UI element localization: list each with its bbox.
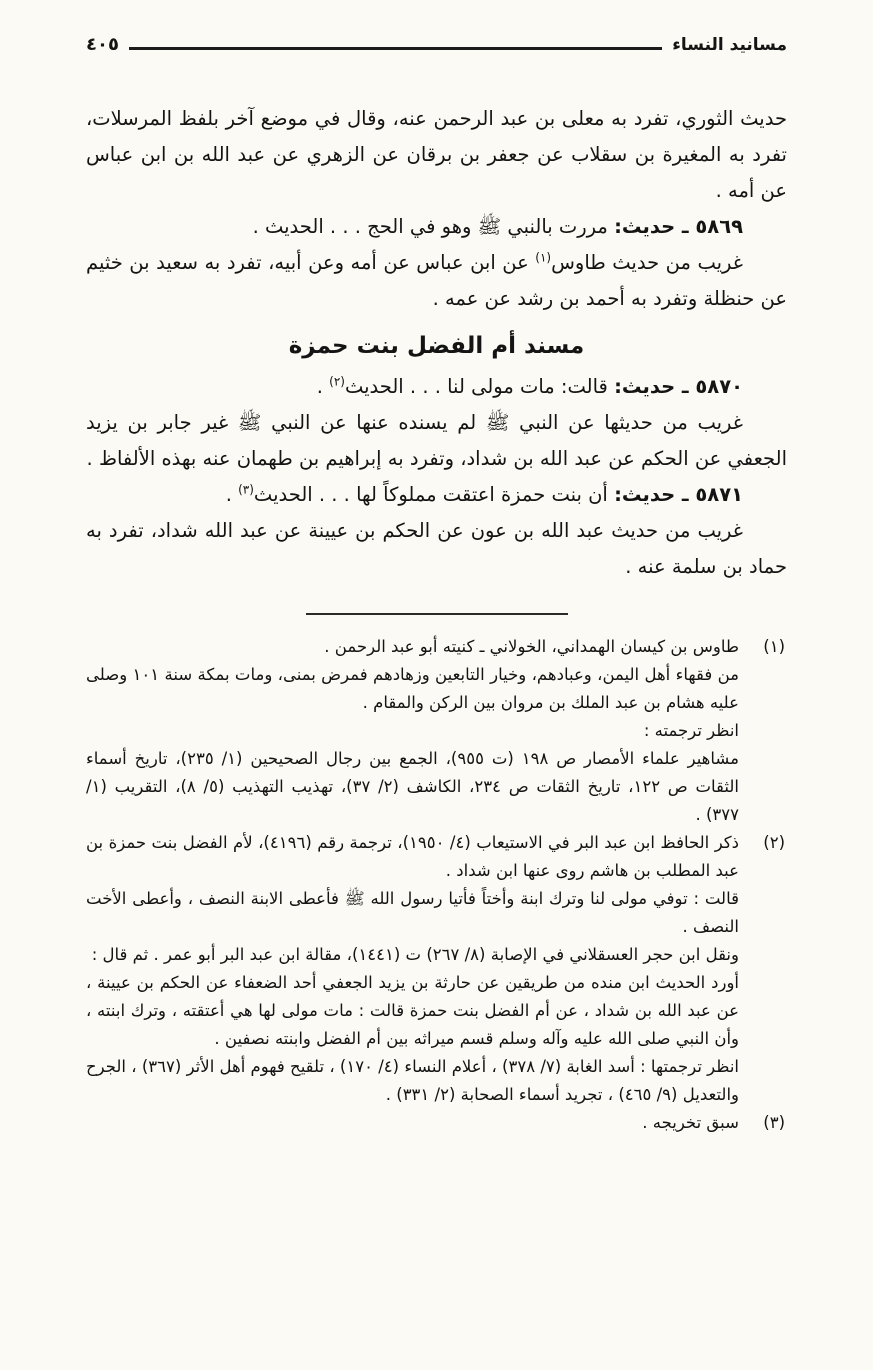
hadith-text: قالت: مات مولى لنا . . . الحديث xyxy=(344,375,615,398)
footnote-separator xyxy=(306,613,568,615)
footnote-ref-2: (٢) xyxy=(329,374,345,389)
hadith-number: ٥٨٧٠ ـ حديث: xyxy=(614,375,743,398)
footnote-ref-1: (١) xyxy=(535,250,552,265)
footnotes-section xyxy=(86,613,787,1137)
hadith-entry-5871 xyxy=(86,477,787,513)
hadith-number: ٥٨٧١ ـ حديث: xyxy=(614,483,743,506)
paragraph: غريب من حديث عبد الله بن عون عن الحكم بن عيينة عن عبد الله شداد، تفرد به حماد بن سلمة عنه . xyxy=(86,519,787,578)
footnote-paragraph: مشاهير علماء الأمصار ص ١٩٨ (ت ٩٥٥)، الجمع بين رجال الصحيحين (١/ ٢٣٥)، تاريخ أسماء الثقات ص ١٢٢، تاريخ الثقات ص ٢٣٤، الكاشف (٢/ ٣٧)، تهذيب التهذيب (٥/ ٨)، التقريب (١/ ٣٧٧) . xyxy=(86,749,739,824)
footnote-paragraph: قالت : توفي مولى لنا وترك ابنة وأختاً فأتيا رسول الله ﷺ فأعطى الابنة النصف ، وأعطى الأخت النصف . xyxy=(86,889,739,936)
section-heading: مسند أم الفضل بنت حمزة xyxy=(288,333,585,359)
hadith-entry-5869 xyxy=(86,209,787,245)
paragraph: حديث الثوري، تفرد به معلى بن عبد الرحمن عنه، وقال في موضع آخر بلفظ المرسلات، تفرد به المغيرة بن سقلاب عن جعفر بن برقان عن الزهري عن عبد الله بن ابن عباس عن أمه . xyxy=(86,107,787,202)
footnote-marker: (٣) xyxy=(763,1113,785,1132)
paragraph-text: غريب من حديث طاوس xyxy=(551,251,743,274)
footnote-2 xyxy=(86,829,787,1109)
hadith-text: . xyxy=(316,375,330,398)
hadith-text: مررت بالنبي ﷺ وهو في الحج . . . الحديث . xyxy=(252,215,615,238)
footnote-paragraph: انظر ترجمتها : أسد الغابة (٧/ ٣٧٨) ، أعلام النساء (٤/ ١٧٠) ، تلقيح فهوم أهل الأثر (٣٦٧) ، الجرح والتعديل (٩/ ٤٦٥) ، تجريد أسماء الصحابة (٢/ ٣٣١) . xyxy=(86,1057,740,1104)
footnote-paragraph: من فقهاء أهل اليمن، وعبادهم، وخيار التابعين وزهادهم فمرض بمنى، ومات بمكة سنة ١٠١ وصلى عليه هشام بن عبد الملك بن مروان بين الركن والمقام . xyxy=(86,665,739,712)
main-text xyxy=(86,101,787,585)
footnote-marker: (٢) xyxy=(763,833,785,852)
footnote-paragraph: سبق تخريجه . xyxy=(642,1113,739,1132)
page-header xyxy=(86,34,787,55)
footnote-3 xyxy=(86,1109,787,1137)
hadith-text: . xyxy=(225,483,239,506)
footnote-marker: (١) xyxy=(763,637,785,656)
book-title: مسانيد النساء xyxy=(672,35,787,55)
paragraph xyxy=(86,245,787,317)
footnote-paragraph: ونقل ابن حجر العسقلاني في الإصابة (٨/ ٢٦٧) ت (١٤٤١)، مقالة ابن عبد البر أبو عمر . ثم قال : xyxy=(91,945,739,964)
footnote-ref-3: (٣) xyxy=(238,482,254,497)
footnote-paragraph: أورد الحديث ابن منده من طريقين عن حارثة بن يزيد الجعفي أحد الضعفاء عن الحكم بن عيينة ، عن عبد الله بن شداد ، عن أم الفضل بنت حمزة قالت : مات مولى لها هي أعتقته ، وترك ابنته ، وأن النبي صلى الله عليه وآله وسلم قسم ميراثه بين أم الفضل وابنته نصفين . xyxy=(86,973,739,1048)
footnote-paragraph: انظر ترجمته : xyxy=(643,721,739,740)
page-number: ٤٠٥ xyxy=(86,34,119,55)
paragraph-text: عن ابن عباس عن أمه وعن أبيه، تفرد به سعيد بن خثيم عن حنظلة وتفرد به أحمد بن رشد عن عمه . xyxy=(86,251,787,310)
paragraph: غريب من حديثها عن النبي ﷺ لم يسنده عنها عن النبي ﷺ غير جابر بن يزيد الجعفي عن الحكم عن عبد الله بن شداد، وتفرد به إبراهيم بن طهمان عنه بهذه الألفاظ . xyxy=(86,411,787,470)
hadith-entry-5870 xyxy=(86,369,787,405)
footnote-paragraph: طاوس بن كيسان الهمداني، الخولاني ـ كنيته أبو عبد الرحمن . xyxy=(324,637,739,656)
footnote-1 xyxy=(86,633,787,829)
hadith-number: ٥٨٦٩ ـ حديث: xyxy=(614,215,743,238)
footnote-paragraph: ذكر الحافظ ابن عبد البر في الاستيعاب (٤/ ١٩٥٠)، ترجمة رقم (٤١٩٦)، لأم الفضل بنت حمزة بن عبد المطلب بن هاشم روى عنها ابن شداد . xyxy=(86,833,740,880)
header-rule xyxy=(129,47,662,50)
hadith-text: أن بنت حمزة اعتقت مملوكاً لها . . . الحديث xyxy=(253,483,615,506)
